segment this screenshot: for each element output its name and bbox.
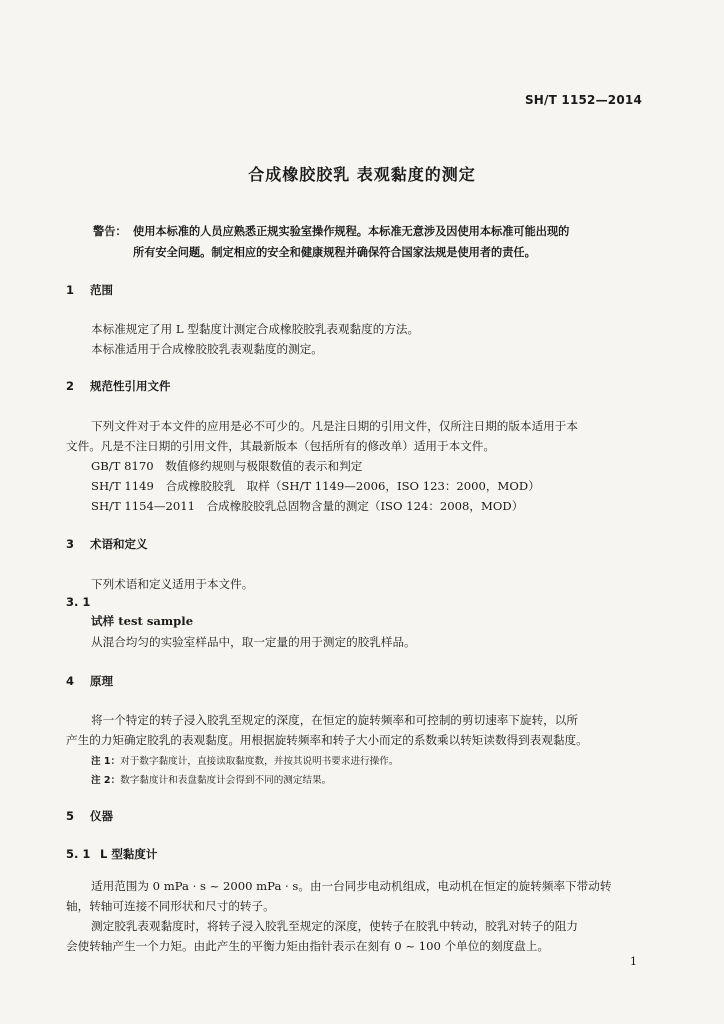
note-2: [91, 772, 331, 786]
section-4-heading: [66, 673, 113, 689]
section-title: 术语和定义: [90, 537, 148, 551]
section-3-para-1: 下列术语和定义适用于本文件。: [91, 577, 254, 591]
standard-code: SH/T 1152—2014: [524, 93, 642, 107]
section-1-para-2: 本标准适用于合成橡胶胶乳表观黏度的测定。: [91, 342, 323, 356]
section-5-para-1-line-1: 适用范围为 0 mPa · s ~ 2000 mPa · s。由一台同步电动机组成，电动机在恒定的旋转频率下带动转: [91, 879, 612, 893]
note-label: 注 2：: [91, 775, 121, 786]
document-title: 合成橡胶胶乳 表观黏度的测定: [248, 165, 476, 184]
section-title: 范围: [90, 283, 113, 297]
section-number: 1: [66, 283, 75, 297]
section-number: 4: [66, 674, 75, 688]
section-2-heading: [66, 378, 171, 394]
note-text: 数字黏度计和表盘黏度计会得到不同的测定结果。: [120, 775, 332, 786]
section-5-para-2-line-2: 会使转轴产生一个力矩。由此产生的平衡力矩由指针表示在刻有 0 ~ 100 个单位的刻度盘上。: [66, 939, 549, 953]
note-label: 注 1：: [91, 756, 121, 767]
section-5-para-2-line-1: 测定胶乳表观黏度时，将转子浸入胶乳至规定的深度，使转子在胶乳中转动，胶乳对转子的阻力: [91, 919, 578, 933]
reference-item-2: SH/T 1149 合成橡胶胶乳 取样（SH/T 1149—2006，ISO 123：2000，MOD）: [91, 479, 540, 493]
section-1-heading: [66, 282, 113, 298]
warning-block: [93, 221, 653, 263]
section-2-para-line-1: 下列文件对于本文件的应用是必不可少的。凡是注日期的引用文件，仅所注日期的版本适用于本: [91, 419, 578, 433]
section-4-para-line-1: 将一个特定的转子浸入胶乳至规定的深度，在恒定的旋转频率和可控制的剪切速率下旋转，以所: [91, 713, 578, 727]
section-number: 5: [66, 809, 75, 823]
subsection-3-1-number: 3. 1: [66, 595, 91, 609]
section-title: 规范性引用文件: [90, 379, 171, 393]
warning-line-1: 使用本标准的人员应熟悉正规实验室操作规程。本标准无意涉及因使用本标准可能出现的: [133, 225, 570, 238]
subsection-number: 5. 1: [66, 847, 91, 861]
section-5-para-1-line-2: 轴，转轴可连接不同形状和尺寸的转子。: [66, 899, 275, 913]
warning-line-2: 所有安全问题。制定相应的安全和健康规程并确保符合国家法规是使用者的责任。: [133, 246, 536, 259]
note-text: 对于数字黏度计，直接读取黏度数，并按其说明书要求进行操作。: [120, 756, 399, 767]
reference-item-1: GB/T 8170 数值修约规则与极限数值的表示和判定: [91, 459, 363, 473]
term-entry: 试样 test sample: [91, 614, 194, 628]
section-3-heading: [66, 536, 148, 552]
warning-label: 警告：: [93, 225, 127, 238]
subsection-5-1-heading: [66, 846, 157, 862]
section-title: 原理: [90, 674, 113, 688]
section-2-para-line-2: 文件。凡是不注日期的引用文件，其最新版本（包括所有的修改单）适用于本文件。: [66, 439, 495, 453]
section-number: 2: [66, 379, 75, 393]
term-definition: 从混合均匀的实验室样品中，取一定量的用于测定的胶乳样品。: [91, 635, 416, 649]
section-1-para-1: 本标准规定了用 L 型黏度计测定合成橡胶胶乳表观黏度的方法。: [91, 322, 420, 336]
section-5-heading: [66, 808, 113, 824]
reference-item-3: SH/T 1154—2011 合成橡胶胶乳总固物含量的测定（ISO 124：2008，MOD）: [91, 499, 524, 513]
section-number: 3: [66, 537, 75, 551]
section-title: 仪器: [90, 809, 113, 823]
page-number: 1: [630, 955, 637, 968]
section-4-para-line-2: 产生的力矩确定胶乳的表观黏度。用根据旋转频率和转子大小而定的系数乘以转矩读数得到表观黏度。: [66, 733, 588, 747]
note-1: [91, 753, 398, 767]
subsection-title: L 型黏度计: [100, 847, 158, 861]
